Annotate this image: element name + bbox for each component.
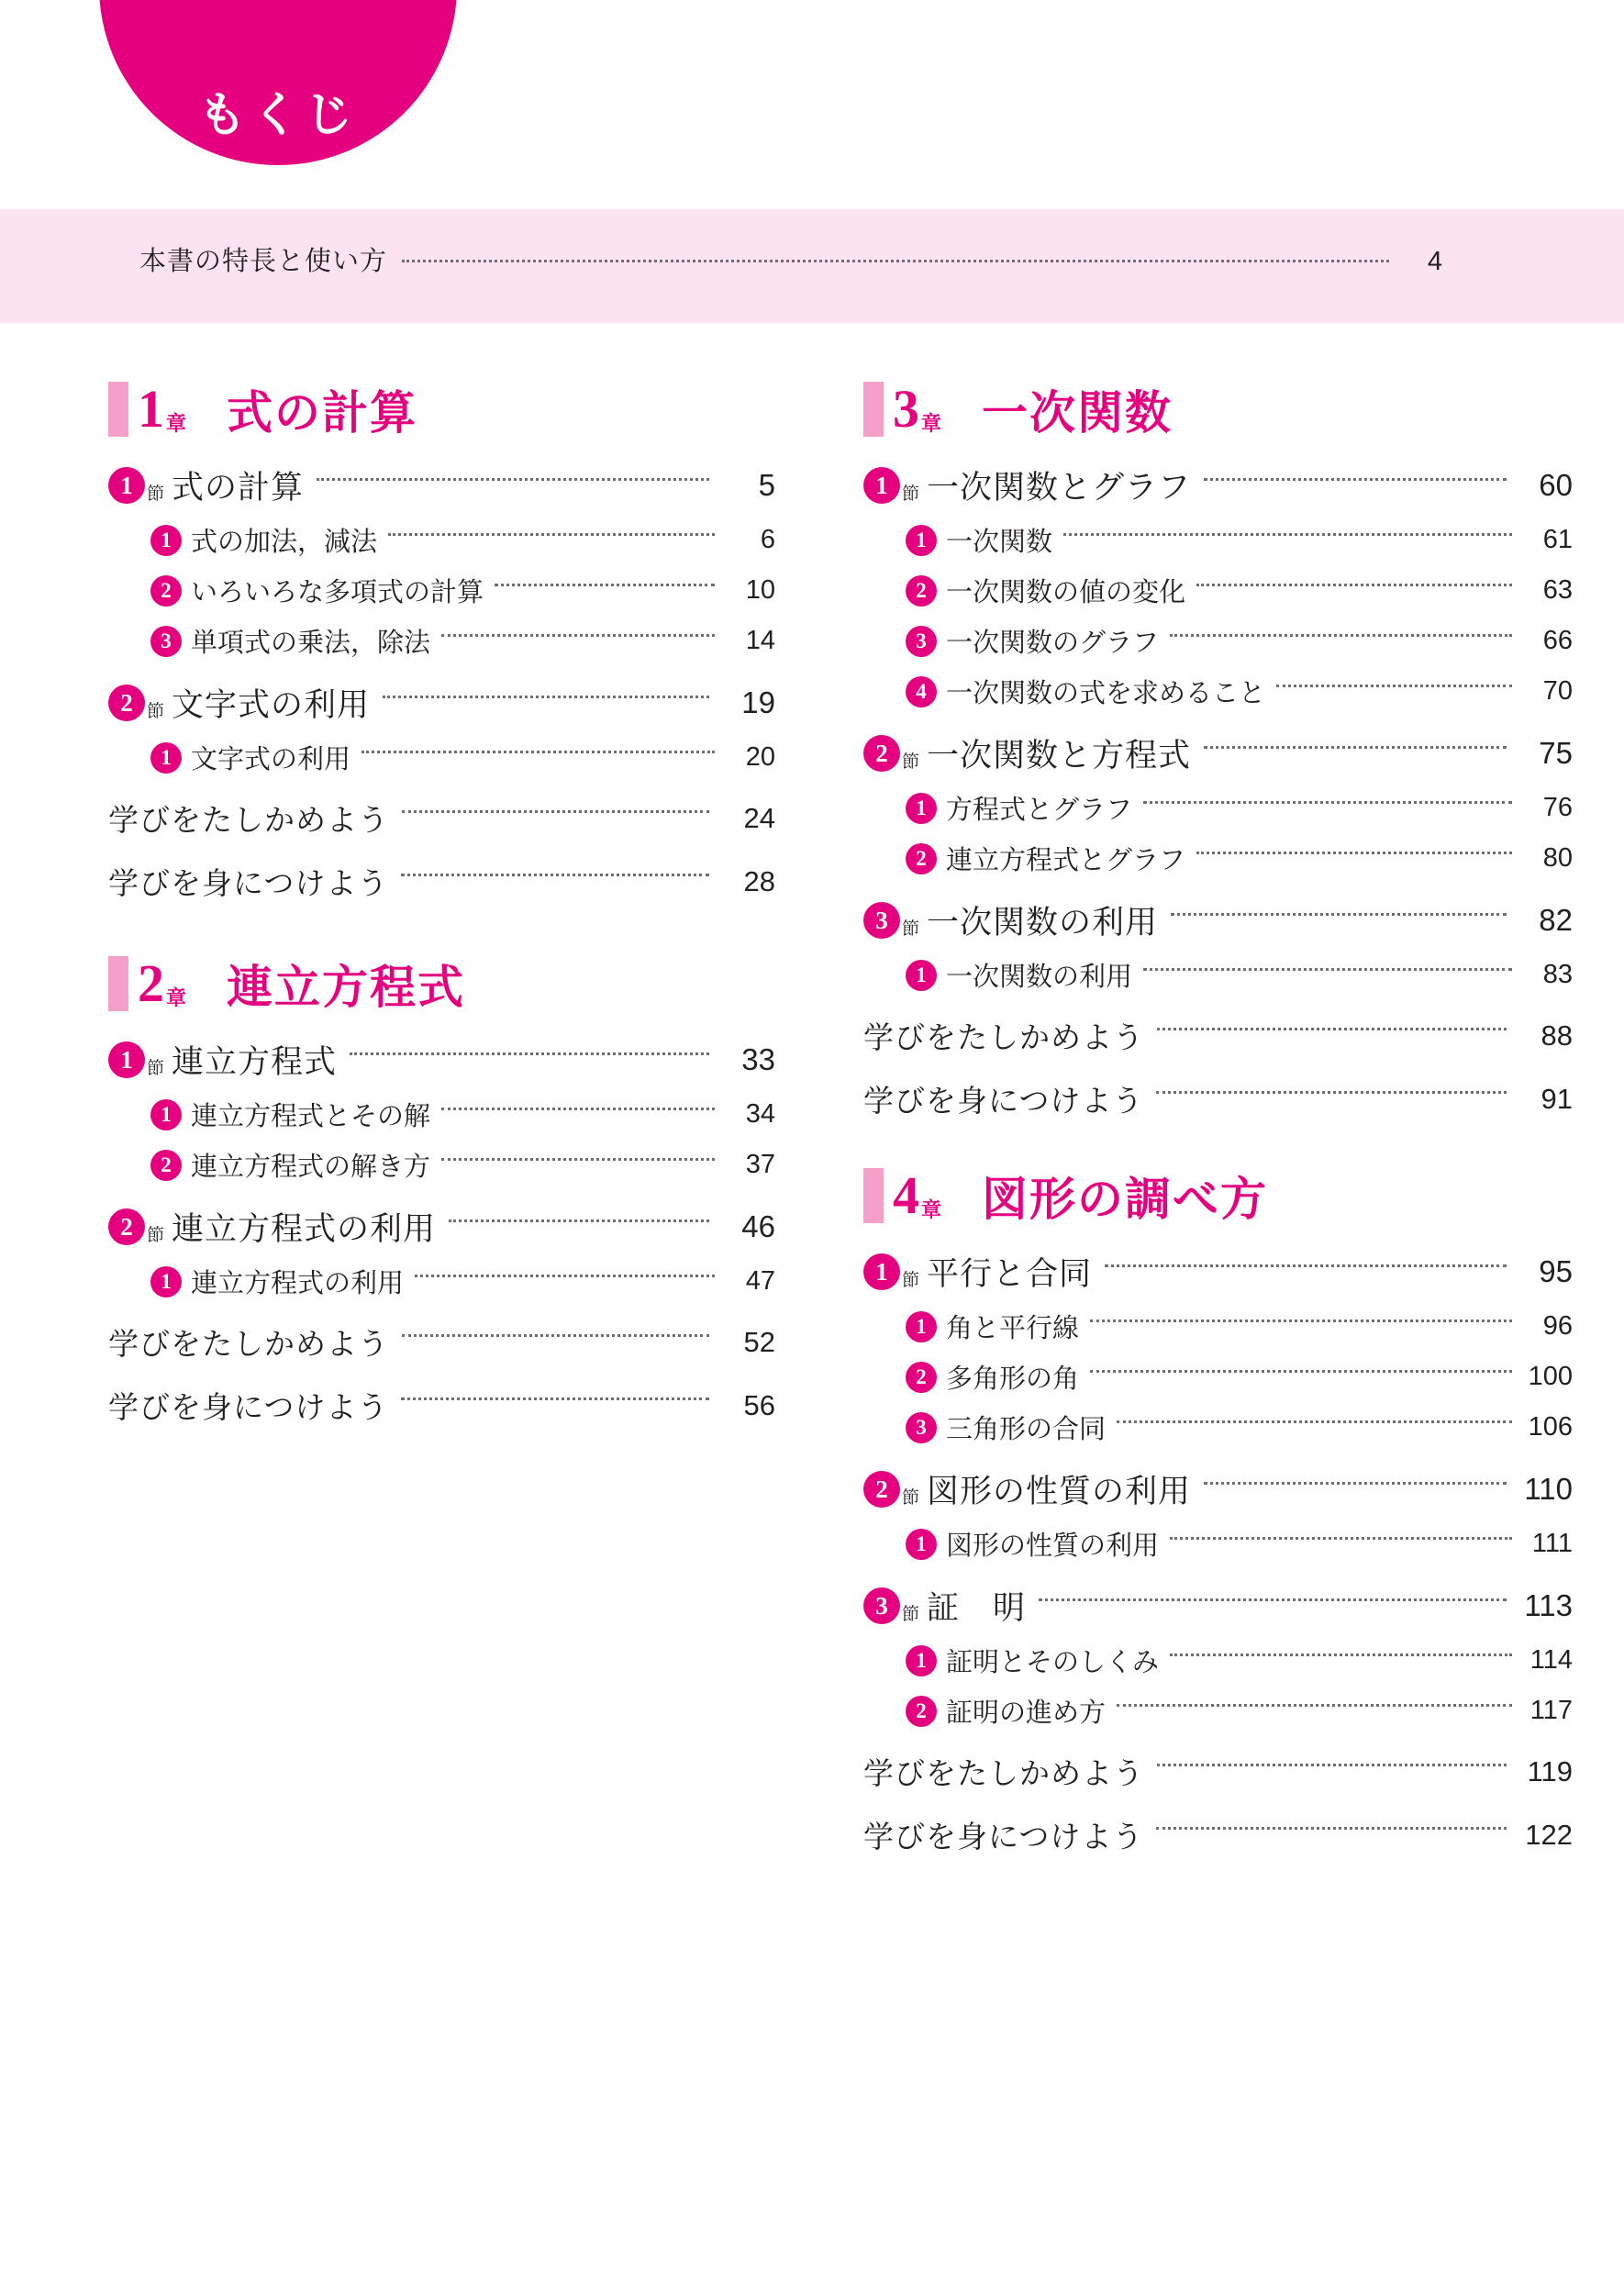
section-suffix: 節 (902, 484, 920, 504)
chapter-heading[interactable] (108, 376, 775, 442)
item-title: 角と平行線 (946, 1314, 1080, 1343)
extra-title: 学びをたしかめよう (108, 1327, 389, 1361)
leader-dots (317, 478, 709, 481)
section-page: 82 (1539, 903, 1573, 937)
section-title: 文字式の利用 (172, 687, 371, 723)
extra-row[interactable] (108, 1320, 775, 1364)
chapter-suffix: 章 (921, 1198, 942, 1221)
leader-dots (1039, 1598, 1507, 1601)
section-page: 75 (1539, 736, 1573, 770)
chapter-bar-icon (863, 1168, 884, 1223)
section-suffix: 節 (147, 702, 165, 721)
leader-dots (1143, 968, 1512, 971)
extra-title: 学びをたしかめよう (108, 803, 389, 837)
section-suffix: 節 (147, 1226, 165, 1245)
section-title: 証 明 (927, 1590, 1027, 1626)
leader-dots (1171, 913, 1507, 916)
item-title: 一次関数 (946, 528, 1053, 557)
section-suffix: 節 (902, 1605, 920, 1624)
item-number-badge: 1 (906, 1645, 937, 1676)
leader-dots (1276, 685, 1512, 687)
toc-header-title: もくじ (197, 89, 358, 142)
extra-row[interactable] (863, 1813, 1573, 1856)
item-number-badge: 1 (906, 1529, 937, 1560)
leader-dots (1170, 1537, 1512, 1540)
extra-row[interactable] (108, 860, 775, 903)
leader-dots (1204, 746, 1507, 749)
intro-entry-label: 本書の特長と使い方 (139, 247, 388, 276)
item-row[interactable] (863, 1409, 1573, 1446)
item-row[interactable] (863, 1525, 1573, 1563)
item-number-badge: 2 (906, 843, 937, 874)
section-page: 113 (1524, 1588, 1573, 1622)
item-title: 式の加法，減法 (191, 528, 378, 557)
item-page: 14 (745, 626, 775, 655)
section-row[interactable] (863, 730, 1573, 776)
item-page: 6 (760, 525, 775, 554)
toc-column-left (0, 367, 812, 1899)
item-page: 76 (1542, 793, 1573, 822)
section-row[interactable] (863, 1583, 1573, 1629)
section-number-badge: 2 (863, 735, 900, 772)
extra-title: 学びをたしかめよう (863, 1020, 1144, 1054)
leader-dots (1143, 801, 1512, 804)
section-title: 連立方程式 (172, 1044, 338, 1080)
item-title: 連立方程式の利用 (191, 1269, 405, 1298)
leader-dots (383, 696, 709, 698)
section-title: 一次関数と方程式 (927, 738, 1192, 774)
item-number-badge: 2 (906, 1696, 937, 1727)
chapter-block (863, 376, 1573, 1120)
item-page: 34 (745, 1099, 775, 1129)
item-title: いろいろな多項式の計算 (191, 578, 484, 607)
item-title: 証明の進め方 (946, 1698, 1107, 1728)
section-row[interactable] (863, 897, 1573, 943)
leader-dots (402, 810, 709, 813)
chapter-suffix: 章 (921, 412, 942, 435)
item-number-badge: 1 (906, 525, 937, 556)
section-number-badge: 2 (863, 1471, 900, 1508)
section-page: 5 (758, 468, 775, 502)
item-title: 連立方程式の解き方 (191, 1153, 431, 1182)
section-number-badge: 1 (863, 467, 900, 504)
item-page: 63 (1542, 575, 1573, 605)
leader-dots (350, 1052, 709, 1055)
extra-row[interactable] (863, 1077, 1573, 1120)
item-row[interactable] (863, 572, 1573, 609)
extra-row[interactable] (108, 796, 775, 840)
item-page: 111 (1531, 1529, 1573, 1558)
item-number-badge: 2 (906, 1362, 937, 1393)
extra-page: 91 (1541, 1082, 1573, 1115)
section-title: 連立方程式の利用 (172, 1211, 437, 1247)
item-page: 117 (1529, 1696, 1573, 1725)
item-row[interactable] (108, 1096, 775, 1133)
chapter-bar-icon (108, 382, 128, 437)
item-row[interactable] (863, 1358, 1573, 1396)
leader-dots (441, 1108, 715, 1110)
leader-dots (1157, 1028, 1507, 1030)
item-title: 文字式の利用 (191, 745, 351, 774)
leader-dots (449, 1219, 709, 1222)
item-row[interactable] (863, 1642, 1573, 1679)
section-title: 式の計算 (172, 470, 305, 506)
item-number-badge: 1 (150, 1266, 182, 1297)
leader-dots (1157, 1764, 1507, 1766)
chapter-number: 1 (138, 379, 164, 439)
section-page: 110 (1524, 1472, 1573, 1506)
item-number-badge: 2 (150, 575, 182, 607)
leader-dots (388, 533, 715, 536)
item-page: 83 (1542, 960, 1573, 989)
item-row[interactable] (863, 789, 1573, 827)
leader-dots (1117, 1420, 1512, 1423)
leader-dots (1090, 1370, 1512, 1373)
section-row[interactable] (108, 462, 775, 508)
item-title: 連立方程式とグラフ (946, 846, 1186, 875)
section-page: 60 (1539, 468, 1573, 502)
item-number-badge: 4 (906, 676, 937, 707)
section-title: 一次関数の利用 (927, 905, 1159, 941)
chapter-title: 式の計算 (227, 387, 418, 439)
extra-row[interactable] (863, 1014, 1573, 1057)
item-row[interactable] (108, 1263, 775, 1300)
extra-row[interactable] (108, 1384, 775, 1427)
item-page: 10 (745, 575, 775, 605)
chapter-number: 3 (893, 379, 919, 439)
leader-dots (401, 874, 709, 876)
item-row[interactable] (863, 673, 1573, 710)
leader-dots (1196, 584, 1512, 586)
section-suffix: 節 (147, 484, 165, 504)
item-number-badge: 3 (906, 1412, 937, 1443)
item-title: 図形の性質の利用 (946, 1531, 1160, 1561)
section-number-badge: 2 (108, 685, 145, 721)
chapter-heading[interactable] (863, 376, 1573, 442)
section-suffix: 節 (147, 1059, 165, 1078)
chapter-number: 4 (893, 1165, 919, 1225)
leader-dots (1117, 1704, 1512, 1707)
item-page: 106 (1528, 1412, 1573, 1442)
chapter-title: 一次関数 (982, 387, 1174, 439)
section-suffix: 節 (902, 1271, 920, 1290)
item-row[interactable] (863, 1692, 1573, 1730)
item-number-badge: 3 (150, 626, 182, 657)
section-number-badge: 1 (863, 1253, 900, 1290)
item-page: 96 (1542, 1311, 1573, 1341)
item-number-badge: 1 (906, 960, 937, 991)
item-number-badge: 1 (906, 793, 937, 824)
toc-header-tab (99, 0, 457, 165)
item-row[interactable] (863, 1308, 1573, 1345)
item-title: 方程式とグラフ (946, 796, 1133, 825)
item-number-badge: 3 (906, 626, 937, 657)
leader-dots (1105, 1264, 1507, 1267)
item-row[interactable] (108, 1146, 775, 1184)
item-title: 多角形の角 (946, 1364, 1080, 1394)
item-page: 61 (1542, 525, 1573, 554)
item-row[interactable] (108, 572, 775, 609)
chapter-block (108, 951, 775, 1427)
extra-title: 学びを身につけよう (863, 1820, 1144, 1854)
section-number-badge: 3 (863, 1587, 900, 1624)
leader-dots (495, 584, 715, 586)
intro-entry-page: 4 (1427, 247, 1442, 276)
toc-column-right (812, 367, 1624, 1899)
item-number-badge: 2 (906, 575, 937, 607)
section-suffix: 節 (902, 919, 920, 939)
section-number-badge: 2 (108, 1208, 145, 1245)
item-row[interactable] (108, 739, 775, 776)
extra-title: 学びを身につけよう (108, 866, 389, 900)
leader-dots (402, 1334, 709, 1337)
item-number-badge: 1 (150, 742, 182, 774)
item-page: 37 (745, 1150, 775, 1179)
item-title: 一次関数のグラフ (946, 629, 1160, 658)
item-row[interactable] (863, 622, 1573, 660)
section-number-badge: 3 (863, 902, 900, 939)
leader-dots (402, 260, 1389, 262)
leader-dots (415, 1275, 715, 1277)
chapter-block (863, 1163, 1573, 1856)
section-number-badge: 1 (108, 467, 145, 504)
extra-page: 52 (743, 1325, 775, 1358)
chapter-suffix: 章 (166, 412, 187, 435)
item-title: 単項式の乗法，除法 (191, 629, 431, 658)
leader-dots (1063, 533, 1512, 536)
leader-dots (441, 634, 715, 637)
intro-entry[interactable] (139, 240, 1442, 278)
item-page: 80 (1542, 843, 1573, 873)
leader-dots (1170, 1654, 1512, 1656)
chapter-suffix: 章 (166, 986, 187, 1009)
item-page: 70 (1542, 676, 1573, 706)
extra-row[interactable] (863, 1750, 1573, 1793)
extra-page: 122 (1525, 1818, 1573, 1851)
section-row[interactable] (863, 462, 1573, 508)
item-row[interactable] (863, 521, 1573, 559)
extra-title: 学びを身につけよう (108, 1390, 389, 1424)
section-title: 平行と合同 (927, 1256, 1093, 1292)
leader-dots (1156, 1827, 1507, 1830)
chapter-block (108, 376, 775, 903)
section-row[interactable] (108, 1204, 775, 1250)
item-page: 66 (1542, 626, 1573, 655)
chapter-bar-icon (108, 956, 128, 1011)
section-number-badge: 1 (108, 1041, 145, 1078)
chapter-heading[interactable] (108, 951, 775, 1017)
section-row[interactable] (108, 680, 775, 726)
section-row[interactable] (108, 1037, 775, 1083)
extra-page: 28 (743, 864, 775, 897)
item-title: 一次関数の利用 (946, 963, 1133, 992)
item-title: 一次関数の値の変化 (946, 578, 1186, 607)
item-number-badge: 1 (150, 525, 182, 556)
item-row[interactable] (863, 840, 1573, 877)
section-suffix: 節 (902, 752, 920, 772)
chapter-title: 図形の調べ方 (982, 1174, 1269, 1225)
item-title: 証明とそのしくみ (946, 1648, 1160, 1677)
extra-page: 88 (1541, 1019, 1573, 1052)
item-number-badge: 1 (906, 1311, 937, 1342)
toc-columns (0, 367, 1624, 1899)
item-number-badge: 2 (150, 1150, 182, 1181)
leader-dots (1156, 1091, 1507, 1094)
leader-dots (1204, 1482, 1507, 1485)
item-number-badge: 1 (150, 1099, 182, 1130)
extra-title: 学びをたしかめよう (863, 1756, 1144, 1790)
item-title: 三角形の合同 (946, 1415, 1107, 1444)
section-page: 46 (741, 1209, 775, 1243)
chapter-bar-icon (863, 382, 884, 437)
extra-title: 学びを身につけよう (863, 1084, 1144, 1118)
section-page: 19 (741, 685, 775, 719)
item-title: 一次関数の式を求めること (946, 679, 1266, 708)
leader-dots (441, 1158, 715, 1161)
section-suffix: 節 (902, 1488, 920, 1508)
extra-page: 56 (743, 1388, 775, 1421)
item-row[interactable] (108, 521, 775, 559)
item-page: 47 (745, 1266, 775, 1296)
chapter-number: 2 (138, 953, 164, 1013)
section-page: 95 (1539, 1254, 1573, 1288)
section-row[interactable] (863, 1466, 1573, 1512)
section-title: 図形の性質の利用 (927, 1474, 1192, 1509)
leader-dots (401, 1398, 709, 1400)
item-title: 連立方程式とその解 (191, 1102, 431, 1131)
leader-dots (1090, 1320, 1512, 1322)
item-page: 100 (1528, 1362, 1573, 1391)
item-page: 114 (1529, 1645, 1573, 1675)
leader-dots (1196, 852, 1512, 854)
extra-page: 24 (743, 801, 775, 834)
section-title: 一次関数とグラフ (927, 470, 1192, 506)
section-page: 33 (741, 1042, 775, 1076)
section-row[interactable] (863, 1249, 1573, 1295)
item-page: 20 (745, 742, 775, 772)
leader-dots (1204, 478, 1507, 481)
leader-dots (362, 751, 715, 753)
leader-dots (1170, 634, 1512, 637)
item-row[interactable] (863, 956, 1573, 994)
chapter-heading[interactable] (863, 1163, 1573, 1229)
extra-page: 119 (1527, 1754, 1573, 1787)
item-row[interactable] (108, 622, 775, 660)
chapter-title: 連立方程式 (227, 962, 466, 1013)
